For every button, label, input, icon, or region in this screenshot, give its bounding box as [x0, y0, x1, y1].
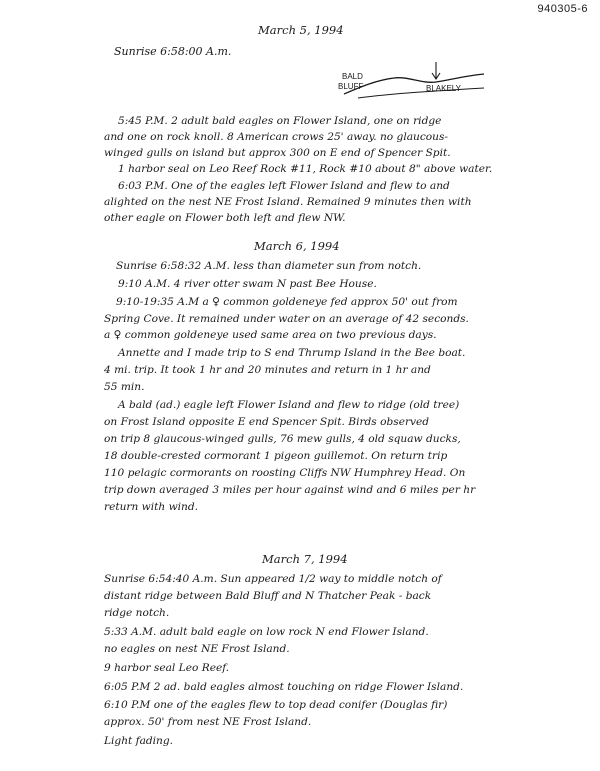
document-reference-id: 940305-6	[537, 3, 588, 15]
entry-line: and one on rock knoll. 8 American crows 25' away. no glaucous-	[104, 131, 448, 143]
entry-line: Light fading.	[104, 735, 174, 747]
entry-line: return with wind.	[104, 501, 198, 513]
entry-line: ridge notch.	[104, 607, 170, 619]
entry-line: trip down averaged 3 miles per hour against wind and 6 miles per hr	[104, 484, 476, 496]
entry-line: alighted on the nest NE Frost Island. Remained 9 minutes then with	[104, 196, 472, 208]
ridge-sketch	[338, 58, 488, 106]
entry-line: 9:10-19:35 A.M a ♀ common goldeneye fed approx 50' out from	[116, 296, 458, 308]
entry-line: A bald (ad.) eagle left Flower Island and flew to ridge (old tree)	[118, 399, 460, 411]
entry-line: 18 double-crested cormorant 1 pigeon guillemot. On return trip	[104, 450, 448, 462]
entry-line: Spring Cove. It remained under water on an average of 42 seconds.	[104, 313, 469, 325]
entry-line: 1 harbor seal on Leo Reef Rock #11, Rock #10 about 8" above water.	[118, 163, 493, 175]
entry-line: on trip 8 glaucous-winged gulls, 76 mew gulls, 4 old squaw ducks,	[104, 433, 461, 445]
entry-line: Sunrise 6:54:40 A.m. Sun appeared 1/2 way to middle notch of	[104, 573, 442, 585]
entry-line: 5:33 A.M. adult bald eagle on low rock N end Flower Island.	[104, 626, 429, 638]
entry-line: no eagles on nest NE Frost Island.	[104, 643, 290, 655]
entry-line: 4 mi. trip. It took 1 hr and 20 minutes and return in 1 hr and	[104, 364, 431, 376]
entry-date-march-6: March 6, 1994	[254, 239, 340, 253]
sketch-label-bald: BALD	[342, 72, 363, 81]
entry-date-march-7: March 7, 1994	[262, 552, 348, 566]
entry-line: 110 pelagic cormorants on roosting Cliffs NW Humphrey Head. On	[104, 467, 466, 479]
entry-line: distant ridge between Bald Bluff and N Thatcher Peak - back	[104, 590, 432, 602]
entry-date-march-5: March 5, 1994	[258, 23, 344, 37]
entry-line: Sunrise 6:58:32 A.M. less than diameter sun from notch.	[116, 260, 422, 272]
entry-line: a ♀ common goldeneye used same area on two previous days.	[104, 329, 437, 341]
entry-line: 55 min.	[104, 381, 145, 393]
entry-line: winged gulls on island but approx 300 on E end of Spencer Spit.	[104, 147, 451, 159]
entry-line: Annette and I made trip to S end Thrump Island in the Bee boat.	[118, 347, 466, 359]
entry-line: 6:10 P.M one of the eagles flew to top dead conifer (Douglas fir)	[104, 699, 448, 711]
entry-line: 6:05 P.M 2 ad. bald eagles almost touching on ridge Flower Island.	[104, 681, 464, 693]
entry-line: other eagle on Flower both left and flew NW.	[104, 212, 346, 224]
sketch-label-blakely: BLAKELY	[426, 84, 461, 93]
entry-line: approx. 50' from nest NE Frost Island.	[104, 716, 312, 728]
entry-line: on Frost Island opposite E end Spencer Spit. Birds observed	[104, 416, 430, 428]
entry-line: 5:45 P.M. 2 adult bald eagles on Flower Island, one on ridge	[118, 115, 442, 127]
sunrise-time-march-5: Sunrise 6:58:00 A.m.	[114, 45, 232, 58]
sketch-label-bluff: BLUFF	[338, 82, 364, 91]
entry-line: 6:03 P.M. One of the eagles left Flower Island and flew to and	[118, 180, 450, 192]
entry-line: 9 harbor seal Leo Reef.	[104, 662, 230, 674]
entry-line: 9:10 A.M. 4 river otter swam N past Bee House.	[118, 278, 377, 290]
